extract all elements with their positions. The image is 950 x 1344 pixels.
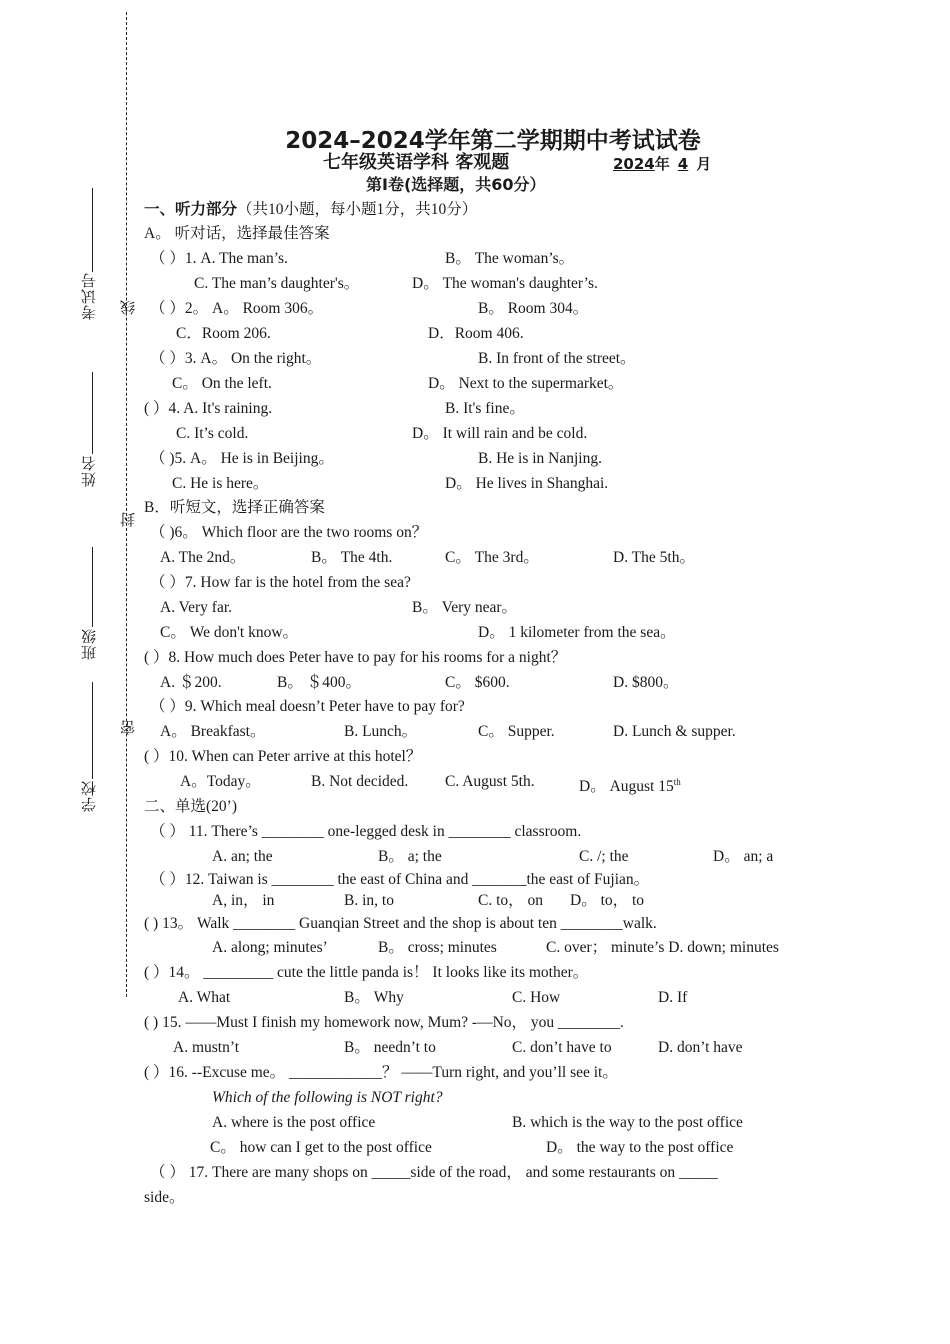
q2-option-d: D．Room 406. (428, 325, 524, 342)
q9-option-c: C。 Supper. (478, 723, 555, 740)
q14-option-a: A. What (178, 989, 231, 1006)
section1-sub-a: A。 听对话，选择最佳答案 (144, 225, 330, 242)
q14-option-c: C. How (512, 989, 561, 1006)
name-label: 姓名 (80, 455, 98, 487)
q8-option-b: B。 ＄400。 (277, 674, 361, 691)
q17-stem: （ ） 17. There are many shops on _____side of the road， and some restaurants on _____ (150, 1164, 718, 1181)
exam-subtitle: 七年级英语学科 客观题 (323, 152, 510, 173)
q11-option-c: C. /; the (579, 848, 629, 865)
section1-title: 一、听力部分 (144, 200, 238, 218)
q12-option-d: D。 to， to (570, 892, 645, 909)
q13-stem: ( ) 13。 Walk ________ Guanqian Street and the shop is about ten ________walk. (144, 915, 657, 932)
q9-option-a: A。 Breakfast。 (160, 723, 266, 740)
q10-option-a: A。Today。 (180, 773, 261, 790)
date-month: 4 (677, 155, 689, 173)
class-label: 班级 (80, 628, 98, 660)
date-year: 2024 (613, 155, 655, 173)
q17-stem-continued: side。 (144, 1189, 185, 1206)
seal-char-seal: 封 (119, 512, 137, 527)
q15-option-d: D. don’t have (658, 1039, 743, 1056)
q4-option-c: C. It’s cold. (176, 425, 249, 442)
q12-option-a: A, in， in (212, 892, 275, 909)
part-heading: 第Ⅰ卷(选择题，共60分） (366, 175, 546, 194)
section1-heading (144, 199, 477, 220)
q11-option-d: D。 an; a (713, 848, 774, 865)
q2-stem: （ ）2。 A。 Room 306。 (150, 300, 324, 317)
q9-option-b: B. Lunch。 (344, 723, 418, 740)
q11-option-b: B。 a; the (378, 848, 442, 865)
date-month-unit: 月 (696, 155, 712, 173)
q6-stem: （ )6。 Which floor are the two rooms on？ (150, 524, 428, 541)
q16-option-a: A. where is the post office (212, 1114, 376, 1131)
q11-stem: （ ） 11. There’s ________ one-legged desk in ________ classroom. (150, 823, 582, 840)
q5-option-c: C. He is here。 (172, 475, 269, 492)
q10-option-d: D。 August 15th (579, 777, 681, 796)
q5-stem: （ )5. A。 He is in Beijing。 (150, 450, 334, 467)
q13-option-b: B。 cross; minutes (378, 939, 497, 956)
q12-option-b: B. in, to (344, 892, 394, 909)
q5-option-b: B. He is in Nanjing. (478, 450, 602, 467)
q16-option-b: B. which is the way to the post office (512, 1114, 743, 1131)
q16-option-c: C。 how can I get to the post office (210, 1139, 432, 1156)
exam-number-label: 考试号 (80, 272, 98, 320)
q1-stem: （ ）1. A. The man’s. (150, 250, 288, 267)
q8-option-d: D. $800。 (613, 674, 679, 691)
q5-option-d: D。 He lives in Shanghai. (445, 475, 609, 492)
q8-option-c: C。 $600. (445, 674, 510, 691)
q12-option-c: C. to， on (478, 892, 544, 909)
q14-option-d: D. If (658, 989, 688, 1006)
seal-char-secret: 密 (119, 720, 137, 735)
q16-instruction: Which of the following is NOT right? (212, 1089, 443, 1106)
q7-option-b: B。 Very near。 (412, 599, 518, 616)
q10-option-c: C. August 5th. (445, 773, 535, 790)
q6-option-d: D. The 5th。 (613, 549, 695, 566)
q1-option-c: C. The man’s daughter's。 (194, 275, 360, 292)
date-year-unit: 年 (654, 155, 670, 173)
q3-option-d: D。 Next to the supermarket。 (428, 375, 624, 392)
q16-option-d: D。 the way to the post office (546, 1139, 734, 1156)
q2-option-c: C．Room 206. (176, 325, 271, 342)
q7-option-d: D。 1 kilometer from the sea。 (478, 624, 676, 641)
binding-dashed-line (126, 12, 127, 997)
q13-option-c: C. over； minute’s D. down; minutes (546, 939, 779, 956)
q3-option-b: B. In front of the street。 (478, 350, 636, 367)
q4-stem: ( ）4. A. It's raining. (144, 400, 273, 417)
exam-date (613, 154, 711, 174)
q8-option-a: A. ＄200. (160, 674, 222, 691)
q12-stem: （ ）12. Taiwan is ________ the east of China and _______the east of Fujian。 (150, 871, 650, 888)
q1-option-b: B。 The woman’s。 (445, 250, 575, 267)
q9-stem: （ ）9. Which meal doesn’t Peter have to pay for? (150, 698, 465, 715)
name-field[interactable] (92, 372, 93, 454)
school-field[interactable] (92, 682, 93, 779)
q9-option-d: D. Lunch & supper. (613, 723, 736, 740)
class-field[interactable] (92, 547, 93, 627)
exam-number-field[interactable] (92, 188, 93, 272)
section1-sub-b: B．听短文，选择正确答案 (144, 499, 325, 516)
q1-option-d: D。 The woman's daughter’s. (412, 275, 598, 292)
q10-option-b: B. Not decided. (311, 773, 409, 790)
q7-stem: （ ）7. How far is the hotel from the sea? (150, 574, 411, 591)
q7-option-a: A. Very far. (160, 599, 233, 616)
exam-title: 2024–2024学年第二学期期中考试试卷 (285, 128, 701, 154)
q7-option-c: C。 We don't know。 (160, 624, 299, 641)
q8-stem: ( ）8. How much does Peter have to pay for his rooms for a night？ (144, 649, 567, 666)
seal-char-line: 线 (119, 300, 137, 315)
q14-stem: ( ）14。 _________ cute the little panda is！ It looks like its mother。 (144, 964, 589, 981)
q15-option-a: A. mustn’t (173, 1039, 240, 1056)
q3-option-c: C。 On the left. (172, 375, 272, 392)
q4-option-b: B. It's fine。 (445, 400, 525, 417)
q6-option-c: C。 The 3rd。 (445, 549, 539, 566)
q10-stem: ( ）10. When can Peter arrive at this hotel？ (144, 748, 422, 765)
section2-heading: 二、单选(20’) (144, 798, 237, 815)
q11-option-a: A. an; the (212, 848, 273, 865)
q15-option-c: C. don’t have to (512, 1039, 612, 1056)
school-label: 学校 (80, 780, 98, 812)
q15-option-b: B。 needn’t to (344, 1039, 436, 1056)
q16-stem: ( ）16. --Excuse me。 ____________？ ——Turn right, and you’ll see it。 (144, 1064, 618, 1081)
q4-option-d: D。 It will rain and be cold. (412, 425, 588, 442)
q13-option-a: A. along; minutes’ (212, 939, 328, 956)
q6-option-a: A. The 2nd。 (160, 549, 246, 566)
section1-note: （共10小题，每小题1分，共10分） (237, 201, 478, 218)
q3-stem: （ ）3. A。 On the right。 (150, 350, 322, 367)
q2-option-b: B。 Room 304。 (478, 300, 589, 317)
q15-stem: ( ) 15. ——Must I finish my homework now, Mum? -—No， you ________. (144, 1014, 624, 1031)
q14-option-b: B。 Why (344, 989, 404, 1006)
q6-option-b: B。 The 4th. (311, 549, 393, 566)
